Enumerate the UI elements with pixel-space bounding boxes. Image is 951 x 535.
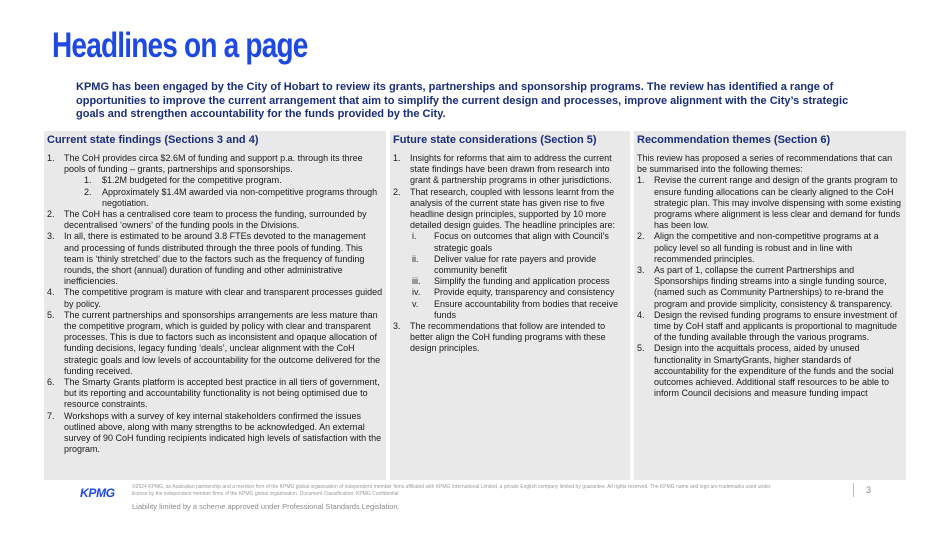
current-state-list (47, 153, 383, 455)
list-item (410, 287, 627, 298)
item-number: iv. (412, 287, 421, 298)
list-item (393, 153, 627, 187)
item-text: Insights for reforms that aim to address the current state findings have been drawn from research into grant & partnership programs in other jurisdictions. (410, 153, 612, 186)
item-text: Revise the current range and design of the grants program to ensure funding allocations can be clearly aligned to the CoH strategic plan. This may involve dispensing with some existing programs where alignment is less clear and demand for funds has been low. (654, 175, 901, 231)
list-item (637, 175, 903, 231)
item-number: 3. (393, 321, 401, 332)
item-number: 2. (84, 186, 92, 197)
list-item (393, 187, 627, 321)
item-number: 4. (47, 287, 55, 298)
item-number: 6. (47, 377, 55, 388)
item-number: 1. (393, 153, 401, 163)
item-number: 7. (47, 410, 55, 421)
item-number: 2. (47, 209, 55, 220)
item-number: v. (412, 298, 419, 309)
item-text: That research, coupled with lessons learnt from the analysis of the current state has given rise to five headline design principles, supported by 10 more detailed design guides. The headline principles are: (410, 186, 615, 231)
list-item (64, 187, 383, 209)
item-number: iii. (412, 276, 421, 287)
item-text: The CoH has a centralised core team to process the funding, surrounded by decentralised ‘owners’ of the funding pools in the Divisions. (64, 209, 367, 231)
item-text: The competitive program is mature with clear and transparent processes guided by policy. (64, 287, 383, 309)
item-number: 2. (393, 186, 401, 197)
list-item (637, 310, 903, 344)
list-item (47, 287, 383, 309)
recommendation-heading: Recommendation themes (Section 6) (637, 134, 831, 146)
item-text: $1.2M budgeted for the competitive program. (102, 175, 282, 186)
item-number: 5. (47, 309, 55, 320)
item-number: 5. (637, 343, 645, 354)
list-item (47, 153, 383, 209)
list-item (637, 265, 903, 310)
list-item (637, 231, 903, 265)
list-item (64, 175, 383, 186)
page-title: Headlines on a page (52, 26, 308, 65)
principles-list (410, 231, 627, 321)
list-item (47, 377, 383, 411)
item-number: ii. (412, 253, 419, 264)
current-state-panel (44, 131, 386, 480)
list-item (47, 310, 383, 377)
recommendation-list (637, 175, 903, 399)
recommendation-panel (634, 131, 906, 480)
list-item (637, 343, 903, 399)
list-item (47, 231, 383, 287)
list-item (47, 209, 383, 231)
item-text: Design into the acquittals process, aided by unused functionality in SmartyGrants, higher standards of accountability for the expenditure of the funds and the social outcomes achieved. Additional staff resources to be able to inform Council decisions and measure funding impact (654, 343, 894, 399)
list-item (47, 411, 383, 456)
item-number: 4. (637, 309, 645, 320)
kpmg-logo: KPMG (80, 486, 115, 500)
item-text: Deliver value for rate payers and provide community benefit (434, 253, 597, 276)
item-text: In all, there is estimated to be around 3.8 FTEs devoted to the management and processing of funds distributed through the three pools of funding. This team is ‘thinly stretched’ due to the factors such as the frequency of funding rounds, the short (annual) duration of funding and other administrative inefficiencies. (64, 231, 366, 287)
sub-list (64, 175, 383, 209)
item-text: Provide equity, transparency and consistency (434, 287, 615, 298)
item-text: Align the competitive and non-competitive programs at a policy level so all funding is robust and in line with recommended principles. (654, 231, 879, 264)
item-text: As part of 1, collapse the current Partnerships and Sponsorships finding streams into a single funding source, (named such as Community Partnerships) to re-brand the program and provide simplicity, consistency & transparency. (654, 265, 893, 309)
list-item (410, 231, 627, 253)
footer-divider (853, 483, 854, 497)
item-text: Simplify the funding and application process (434, 276, 610, 287)
item-number: 2. (637, 231, 645, 242)
future-state-heading: Future state considerations (Section 5) (393, 134, 597, 146)
item-text: Ensure accountability from bodies that receive funds (434, 298, 619, 320)
item-text: The recommendations that follow are intended to better align the CoH funding programs with these design principles. (410, 321, 606, 354)
item-text: Approximately $1.4M awarded via non-competitive programs through negotiation. (102, 186, 378, 208)
item-number: 3. (47, 231, 55, 242)
item-number: 1. (47, 153, 55, 163)
page-number: 3 (866, 485, 872, 495)
future-state-panel (390, 131, 630, 480)
recommendation-lead: This review has proposed a series of recommendations that can be summarised into the following themes: (637, 153, 893, 175)
copyright-text: ©2024 KPMG, an Australian partnership and a member firm of the KPMG global organisation of independent member firms affiliated with KPMG International Limited, a private English company limited by guarantee. All rights reserved. The KPMG name and logo are trademarks used under license by the independent member firms of the KPMG global organisation. Document Classification: KPMG Confidential (132, 484, 771, 497)
item-text: Workshops with a survey of key internal stakeholders confirmed the issues outlined above, along with many strengths to be acknowledged. An external survey of 90 CoH funding recipients indicated high levels of satisfaction with the program. (64, 410, 382, 455)
intro-text: KPMG has been engaged by the City of Hobart to review its grants, partnerships and sponsorship programs. The review has identified a range of opportunities to improve the current arrangement that aim to simplify the current design and processes, improve alignment with the City’s strategic goals and strengthen accountability for the funds provided by the City. (76, 81, 849, 120)
item-text: The CoH provides circa $2.6M of funding and support p.a. through its three pools of funding – grants, partnerships and sponsorships. (64, 153, 363, 175)
current-state-heading: Current state findings (Sections 3 and 4) (47, 134, 259, 146)
item-number: 1. (84, 175, 92, 186)
future-state-list (393, 153, 627, 355)
liability-text: Liability limited by a scheme approved under Professional Standards Legislation. (132, 502, 400, 511)
item-number: 1. (637, 175, 645, 186)
item-text: Design the revised funding programs to ensure investment of time by CoH staff and applicants is proportional to magnitude of the funding available through the various programs. (654, 309, 898, 343)
item-number: i. (412, 231, 417, 242)
list-item (410, 254, 627, 276)
list-item (410, 299, 627, 321)
list-item (393, 321, 627, 355)
list-item (410, 276, 627, 287)
item-number: 3. (637, 265, 645, 276)
item-text: The current partnerships and sponsorships arrangements are less mature than the competitive program, which is guided by policy with clear and transparent processes. This is due to factors such as inconsistent and opaque allocation of funding decisions, legacy funding ‘deals’, unclear alignment with the CoH strategic goals and low levels of accountability for the outcome delivered for the funding received. (64, 309, 381, 376)
item-text: Focus on outcomes that align with Council’s strategic goals (434, 231, 609, 253)
item-text: The Smarty Grants platform is accepted best practice in all tiers of government, but its reporting and accountability functionality is not being optimised due to resource constraints. (64, 377, 380, 410)
